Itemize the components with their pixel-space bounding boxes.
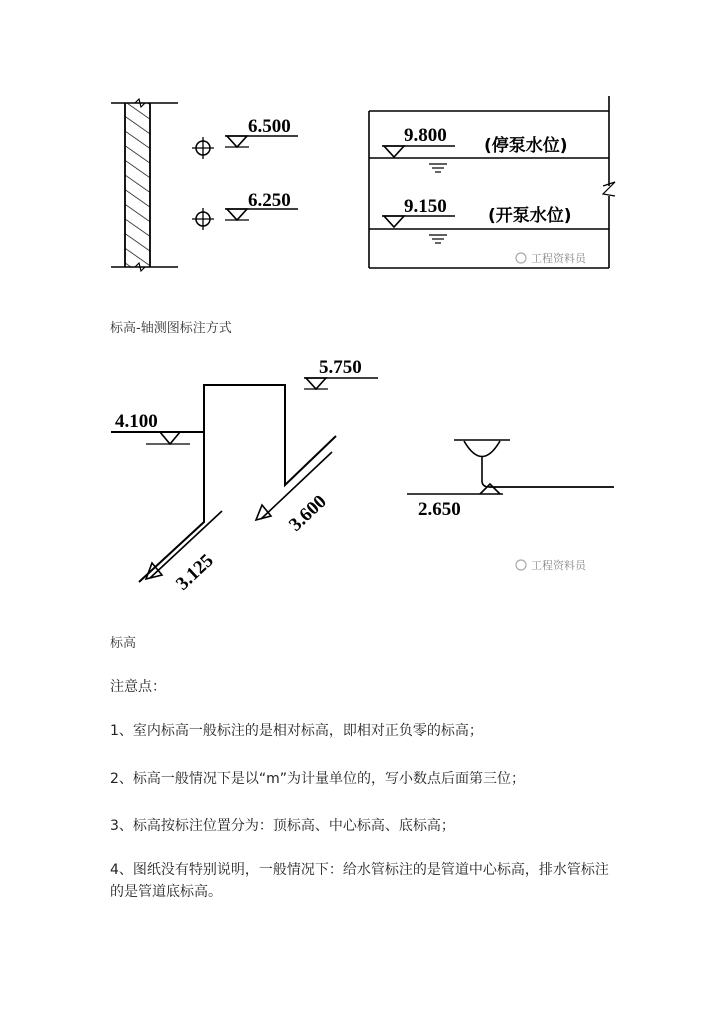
watermark-text-2: 工程资料员 — [531, 559, 586, 572]
elevation-label-6500: 6.500 — [248, 116, 291, 137]
figure1-water-tank — [369, 96, 615, 268]
elevation-mark-5750 — [304, 357, 378, 389]
stop-pump-level-label: (停泵水位) — [484, 136, 568, 156]
water-level-mark-9800 — [382, 125, 568, 172]
note-item-2: 2、标高一般情况下是以“m”为计量单位的，写小数点后面第三位； — [110, 771, 526, 787]
elevation-mark-6500 — [192, 116, 298, 159]
figure2-drain-detail — [407, 440, 614, 520]
figure1-caption: 标高-轴测图标注方式 — [110, 321, 232, 336]
elevation-label-5750: 5.750 — [319, 357, 362, 378]
elevation-mark-6250 — [192, 190, 298, 230]
figure1-wall-section — [111, 99, 178, 271]
elevation-label-3125: 3.125 — [172, 550, 218, 595]
elevation-label-4100: 4.100 — [115, 411, 158, 432]
elevation-label-2650: 2.650 — [418, 499, 461, 520]
water-level-label-9800: 9.800 — [404, 125, 447, 146]
notes-heading: 注意点： — [110, 679, 166, 695]
elevation-label-3600: 3.600 — [285, 491, 331, 536]
watermark-1 — [516, 251, 587, 265]
water-level-label-9150: 9.150 — [404, 196, 447, 217]
figure2-caption: 标高 — [110, 636, 137, 651]
watermark-text-1: 工程资料员 — [531, 252, 586, 265]
note-item-4: 4、图纸没有特别说明，一般情况下：给水管标注的是管道中心标高，排水管标注的是管道底标高。 — [110, 862, 609, 900]
watermark-2 — [516, 558, 587, 572]
note-item-1: 1、室内标高一般标注的是相对标高，即相对正负零的标高； — [110, 723, 483, 739]
elevation-label-6250: 6.250 — [248, 190, 291, 211]
water-level-mark-9150 — [382, 196, 572, 243]
elevation-mark-3600 — [256, 452, 332, 536]
elevation-mark-3125 — [146, 511, 222, 595]
start-pump-level-label: (开泵水位) — [488, 206, 572, 226]
note-item-3: 3、标高按标注位置分为：顶标高、中心标高、底标高； — [110, 818, 455, 834]
elevation-mark-4100 — [115, 411, 190, 444]
